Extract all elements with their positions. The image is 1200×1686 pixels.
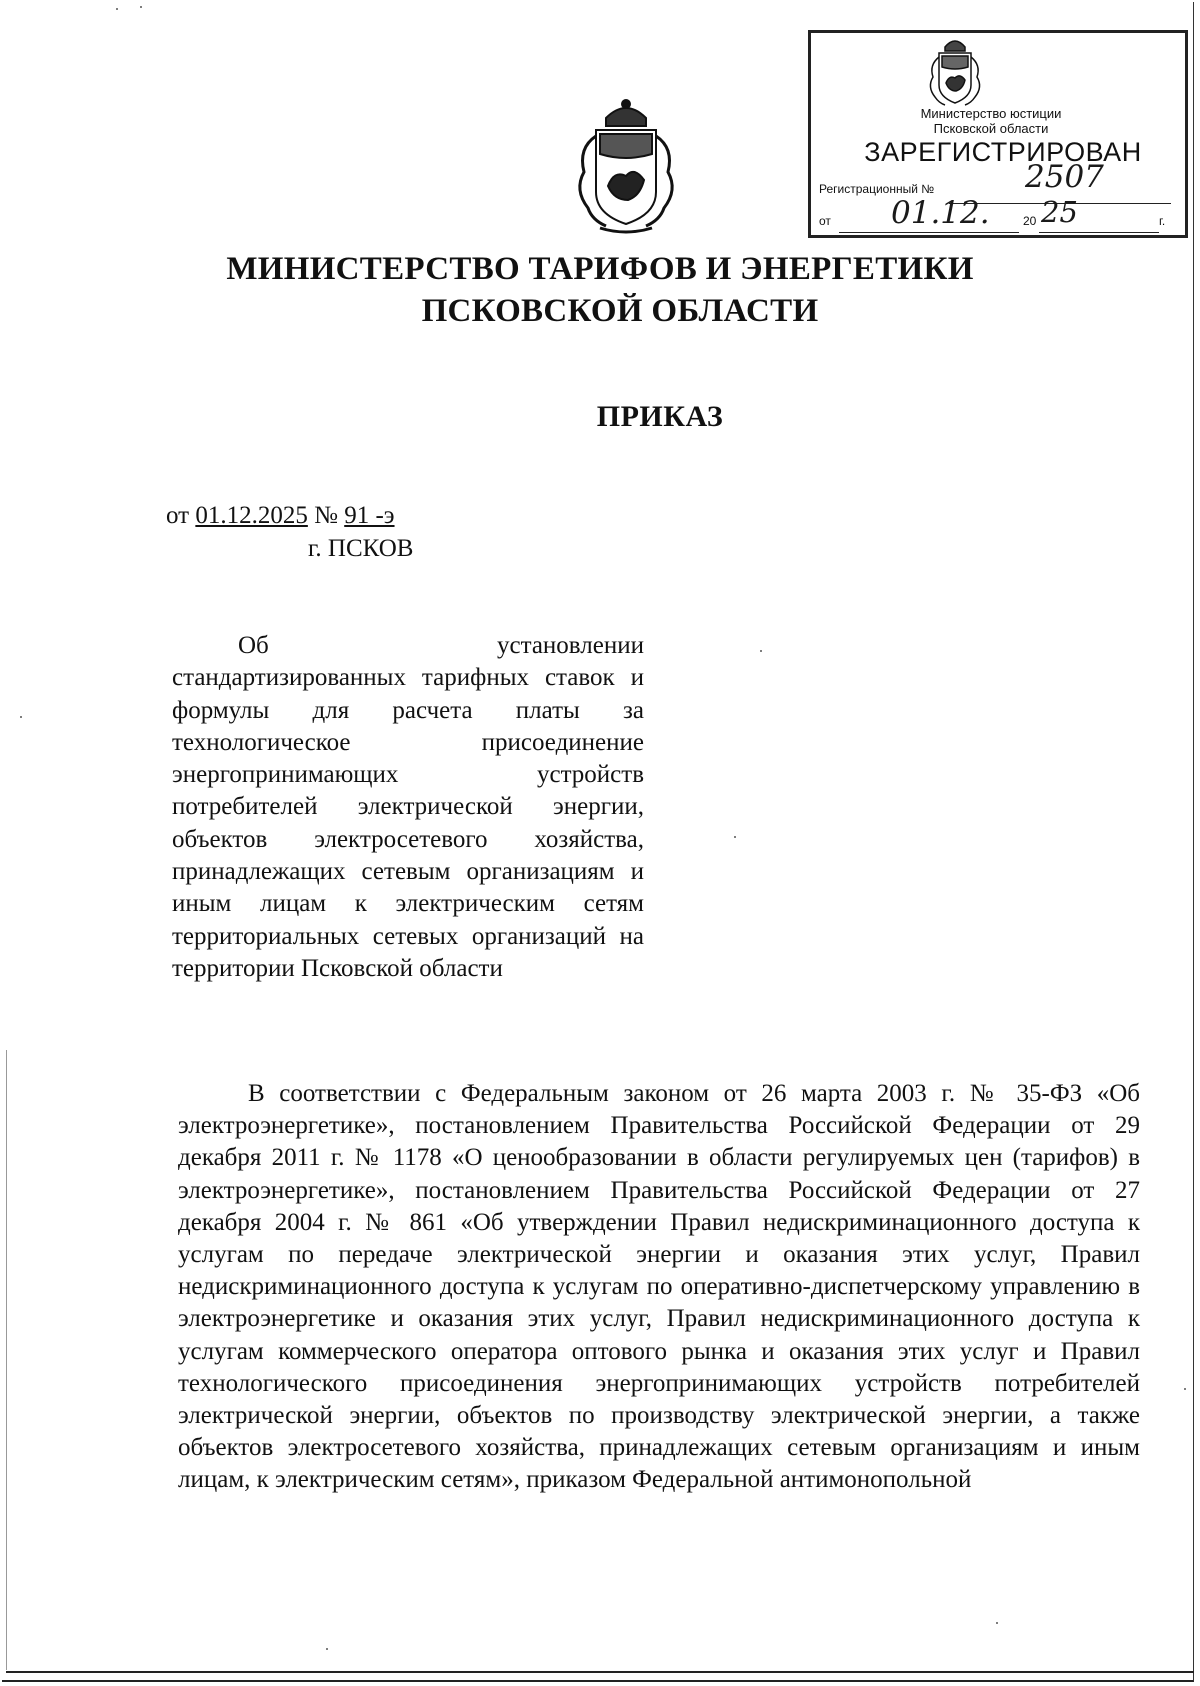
stamp-year: 25 [1041, 195, 1078, 229]
stamp-date-prefix: от [819, 214, 831, 228]
stamp-coat-of-arms-icon [925, 35, 985, 109]
body-paragraph: В соответствии с Федеральным законом от 26 марта 2003 г. № 35-ФЗ «Об электроэнергетике», постановлением Правительства Российской Федерации от 29 декабря 2011 г. № 1178 «О ценообразовании в области регулируемых цен (тарифов) в электроэнергетике», постановлением Правительства Российской Федерации от 27 декабря 2004 г. № 861 «Об утверждении Правил недискриминационного доступа к услугам по передаче электрической энергии и оказания этих услуг, Правил недискриминационного доступа к услугам по оперативно-диспетчерскому управлению в электроэнергетике и оказания этих услуг, Правил недискриминационного доступа к услугам коммерческого оператора оптового рынка и оказания этих услуг и Правил технологического присоединения энергопринимающих устройств потребителей электрической энергии, объектов по производству электрической энергии, а также объектов электросетевого хозяйства, принадлежащих сетевым организациям и иным лицам, к электрическим сетям», приказом Федеральной антимонопольной [178, 1080, 1140, 1494]
scan-speck [996, 1622, 998, 1624]
scan-speck [140, 6, 142, 8]
scan-speck [734, 836, 736, 838]
order-body [178, 1078, 1140, 1497]
ministry-title [0, 248, 1200, 332]
scan-speck [760, 650, 762, 652]
stamp-region: Псковской области [933, 121, 1049, 136]
scan-speck [1184, 1388, 1186, 1390]
stamp-year-unit: г. [1159, 214, 1166, 228]
stamp-date-underline [839, 232, 1019, 233]
order-subject: Об установлении стандартизированных тарифных ставок и формулы для расчета платы за технологическое присоединение энергопринимающих устройств потребителей электрической энергии, объектов электросетевого хозяйства, принадлежащих сетевым организациям и иным лицам к электрическим сетям территориальных сетевых организаций на территории Псковской области [172, 632, 644, 982]
order-number: 91 -э [344, 502, 395, 529]
scan-speck [326, 1648, 328, 1650]
stamp-year-underline [1039, 232, 1159, 233]
registration-stamp [808, 30, 1188, 238]
order-date-prefix: от [166, 502, 190, 529]
ministry-title-line1: МИНИСТЕРСТВО ТАРИФОВ И ЭНЕРГЕТИКИ [226, 251, 974, 287]
order-date-line [166, 502, 395, 530]
scan-speck [116, 8, 118, 10]
ministry-title-line2: ПСКОВСКОЙ ОБЛАСТИ [421, 293, 819, 329]
document-type-title: ПРИКАЗ [596, 400, 724, 433]
left-scan-edge [6, 1050, 7, 1670]
stamp-ministry: Министерство юстиции [920, 106, 1062, 121]
stamp-year-prefix: 20 [1023, 214, 1037, 228]
order-number-sign: № [314, 502, 338, 529]
order-city: г. ПСКОВ [308, 535, 414, 562]
stamp-status: ЗАРЕГИСТРИРОВАН [864, 137, 1142, 167]
bottom-border-line [6, 1671, 1194, 1673]
stamp-date: 01.12. [891, 195, 990, 231]
stamp-reg-number: 2507 [1025, 159, 1104, 195]
order-date: 01.12.2025 [195, 502, 308, 529]
stamp-reg-label: Регистрационный № [819, 182, 935, 196]
scan-speck [20, 716, 22, 718]
coat-of-arms-icon [570, 96, 682, 240]
